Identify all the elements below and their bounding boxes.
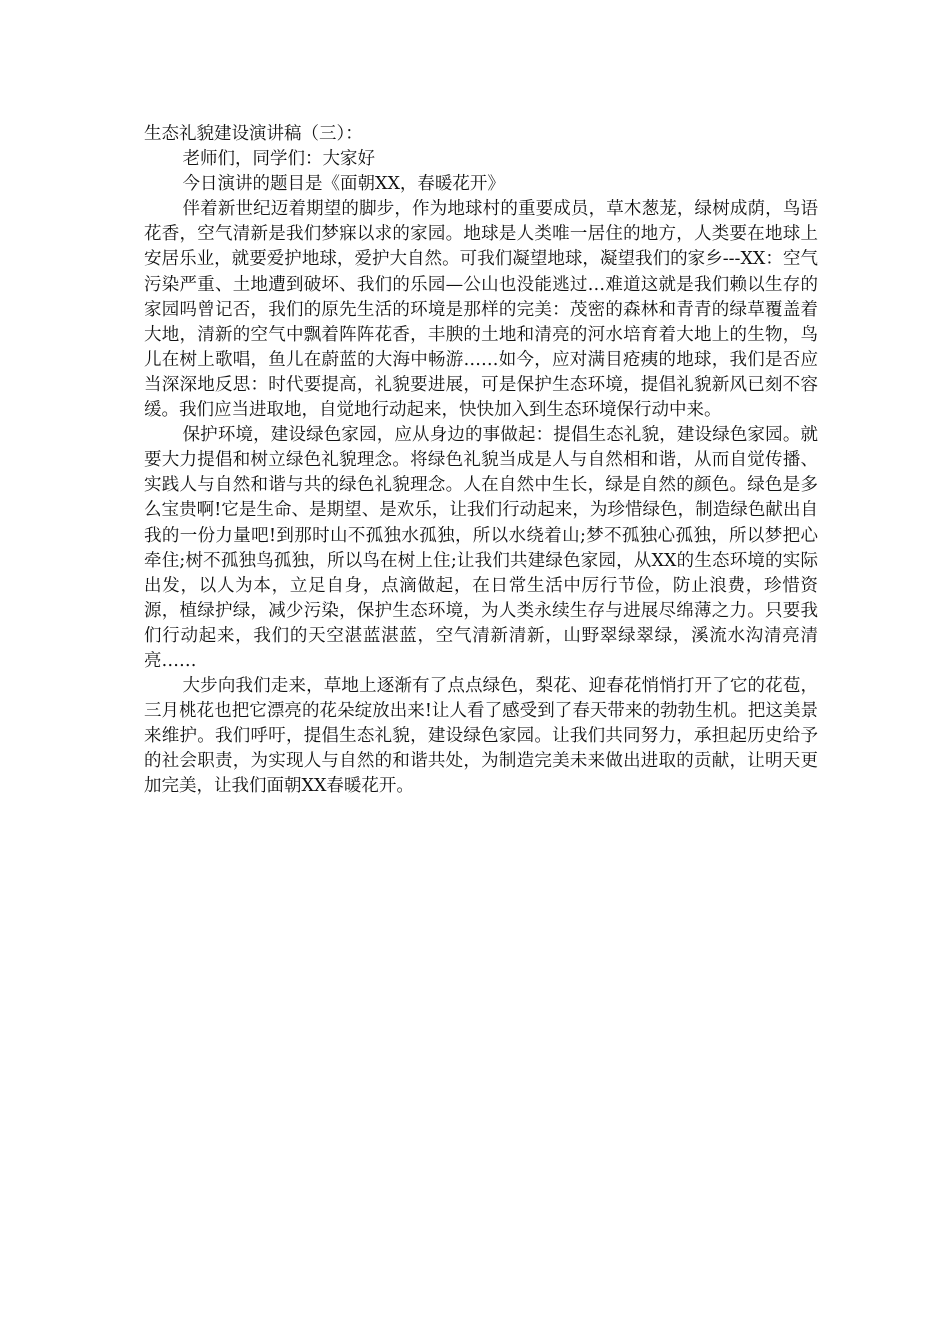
document-body [144, 122, 818, 800]
speech-topic-line: 今日演讲的题目是《面朝XX，春暖花开》 [182, 174, 505, 195]
greeting-line: 老师们，同学们：大家好 [182, 149, 375, 170]
body-paragraph-2: 保护环境，建设绿色家园，应从身边的事做起：提倡生态礼貌，建设绿色家园。就要大力提倡和树立绿色礼貌理念。将绿色礼貌当成是人与自然相和谐，从而自觉传播、实践人与自然和谐与共的绿色礼貌理念。人在自然中生长，绿是自然的颜色。绿色是多么宝贵啊!它是生命、是期望、是欢乐，让我们行动起来，为珍惜绿色，制造绿色献出自我的一份力量吧!到那时山不孤独水孤独，所以水绕着山;梦不孤独心孤独，所以梦把心牵住;树不孤独鸟孤独，所以鸟在树上住;让我们共建绿色家园，从XX的生态环境的实际出发，以人为本，立足自身，点滴做起，在日常生活中厉行节俭，防止浪费，珍惜资源，植绿护绿，减少污染，保护生态环境，为人类永续生存与进展尽绵薄之力。只要我们行动起来，我们的天空湛蓝湛蓝，空气清新清新，山野翠绿翠绿，溪流水沟清亮清亮…… [144, 425, 818, 671]
body-paragraph-1: 伴着新世纪迈着期望的脚步，作为地球村的重要成员，草木葱茏，绿树成荫，鸟语花香，空气清新是我们梦寐以求的家园。地球是人类唯一居住的地方，人类要在地球上安居乐业，就要爱护地球，爱护大自然。可我们凝望地球，凝望我们的家乡---XX：空气污染严重、土地遭到破坏、我们的乐园—公山也没能逃过…难道这就是我们赖以生存的家园吗曾记否，我们的原先生活的环境是那样的完美：茂密的森林和青青的绿草覆盖着大地，清新的空气中飘着阵阵花香，丰腴的土地和清亮的河水培育着大地上的生物，鸟儿在树上歌唱，鱼儿在蔚蓝的大海中畅游……如今，应对满目疮痍的地球，我们是否应当深深地反思：时代要提高，礼貌要进展，可是保护生态环境，提倡礼貌新风已刻不容缓。我们应当进取地，自觉地行动起来，快快加入到生态环境保行动中来。 [144, 199, 818, 421]
body-paragraph-3: 大步向我们走来，草地上逐渐有了点点绿色，梨花、迎春花悄悄打开了它的花苞，三月桃花也把它漂亮的花朵绽放出来!让人看了感受到了春天带来的勃勃生机。把这美景来维护。我们呼吁，提倡生态礼貌，建设绿色家园。让我们共同努力，承担起历史给予的社会职责，为实现人与自然的和谐共处，为制造完美未来做出进取的贡献，让明天更加完美，让我们面朝XX春暖花开。 [144, 676, 818, 797]
document-title: 生态礼貌建设演讲稿（三）： [144, 124, 363, 144]
